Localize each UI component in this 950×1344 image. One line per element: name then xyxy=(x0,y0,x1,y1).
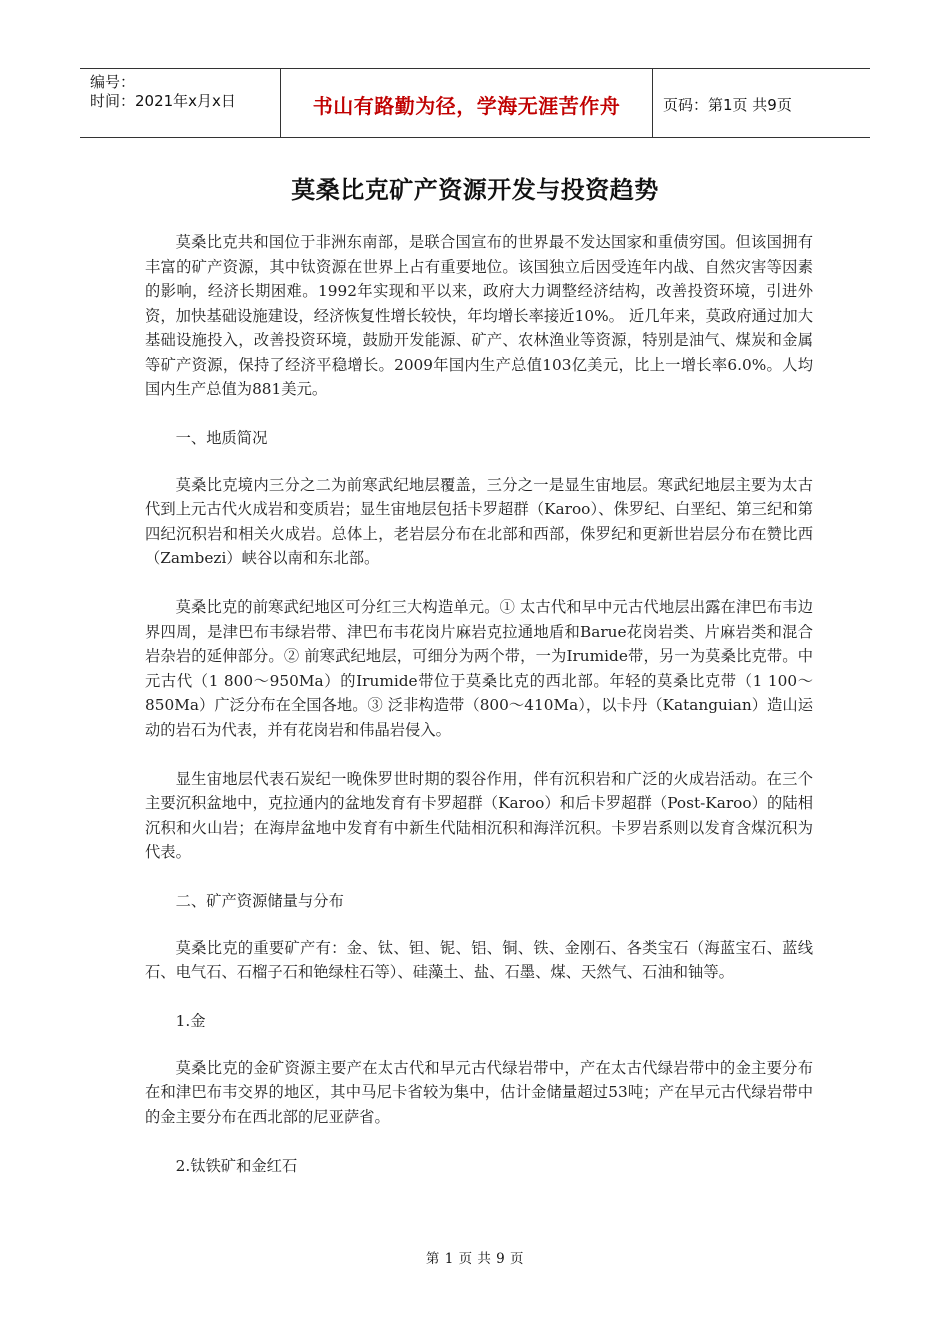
paragraph-gold: 莫桑比克的金矿资源主要产在太古代和早元古代绿岩带中，产在太古代绿岩带中的金主要分布在和津巴布韦交界的地区，其中马尼卡省较为集中，估计金储量超过53吨；产在早元古代绿岩带中的金主要分布在西北部的尼亚萨省。 xyxy=(145,1058,813,1126)
section-heading-minerals: 二、矿产资源储量与分布 xyxy=(175,892,344,910)
paragraph-precambrian: 莫桑比克的前寒武纪地区可分红三大构造单元。① 太古代和早中元古代地层出露在津巴布韦边界四周，是津巴布韦绿岩带、津巴布韦花岗片麻岩克拉通地盾和Barue花岗岩类、片麻岩类和混合岩杂岩的延伸部分。② 前寒武纪地层，可细分为两个带，一为Irumide带，另一为莫桑比克带。中元古代（1 800～950Ma）的Irumide带位于莫桑比克的西北部。年轻的莫桑比克带（1 100～850Ma）广泛分布在全国各地。③ 泛非构造带（800～410Ma），以卡丹（Katanguian）造山运动的岩石为代表，并有花岗岩和伟晶岩侵入。 xyxy=(145,598,813,739)
header-motto: 书山有路勤为径，学海无涯苦作舟 xyxy=(281,69,653,137)
paragraph-intro: 莫桑比克共和国位于非洲东南部，是联合国宣布的世界最不发达国家和重债穷国。但该国拥有丰富的矿产资源，其中钛资源在世界上占有重要地位。该国独立后因受连年内战、自然灾害等因素的影响，经济长期困难。1992年实现和平以来，政府大力调整经济结构，改善投资环境，引进外资，加快基础设施建设，经济恢复性增长较快，年均增长率接近10%。 近几年来，莫政府通过加大基础设施投入，改善投资环境，鼓励开发能源、矿产、农林渔业等资源，特别是油气、煤炭和金属等矿产资源，保持了经济平稳增长。2009年国内生产总值103亿美元，比上一增长率6.0%。人均国内生产总值为881美元。 xyxy=(145,233,813,398)
paragraph-phanerozoic: 显生宙地层代表石炭纪一晚侏罗世时期的裂谷作用，伴有沉积岩和广泛的火成岩活动。在三个主要沉积盆地中，克拉通内的盆地发育有卡罗超群（Karoo）和后卡罗超群（Post-Karoo）的陆相沉积和火山岩；在海岸盆地中发育有中新生代陆相沉积和海洋沉积。卡罗岩系则以发育含煤沉积为代表。 xyxy=(145,769,813,861)
subheading-ilmenite-rutile: 2.钛铁矿和金红石 xyxy=(175,1156,298,1175)
document-body xyxy=(145,230,813,1200)
page-footer: 第 1 页 共 9 页 xyxy=(425,1251,525,1267)
document-time-label: 时间：2021年x月x日 xyxy=(90,92,236,110)
header-meta xyxy=(80,69,281,137)
page-header xyxy=(80,68,870,138)
section-heading-geology: 一、地质简况 xyxy=(175,429,268,447)
document-title: 莫桑比克矿产资源开发与投资趋势 xyxy=(291,176,659,204)
document-number-label: 编号： xyxy=(90,73,136,91)
subheading-gold: 1.金 xyxy=(175,1012,206,1030)
header-page-info: 页码：第1页 共9页 xyxy=(663,96,792,114)
paragraph-geology-overview: 莫桑比克境内三分之二为前寒武纪地层覆盖，三分之一是显生宙地层。寒武纪地层主要为太古代到上元古代火成岩和变质岩；显生宙地层包括卡罗超群（Karoo）、侏罗纪、白垩纪、第三纪和第四纪沉积岩和相关火成岩。总体上，老岩层分布在北部和西部，侏罗纪和更新世岩层分布在赞比西（Zambezi）峡谷以南和东北部。 xyxy=(145,475,813,567)
paragraph-mineral-list: 莫桑比克的重要矿产有：金、钛、钽、铌、铝、铜、铁、金刚石、各类宝石（海蓝宝石、蓝线石、电气石、石榴子石和铯绿柱石等）、硅藻土、盐、石墨、煤、天然气、石油和铀等。 xyxy=(145,938,813,981)
